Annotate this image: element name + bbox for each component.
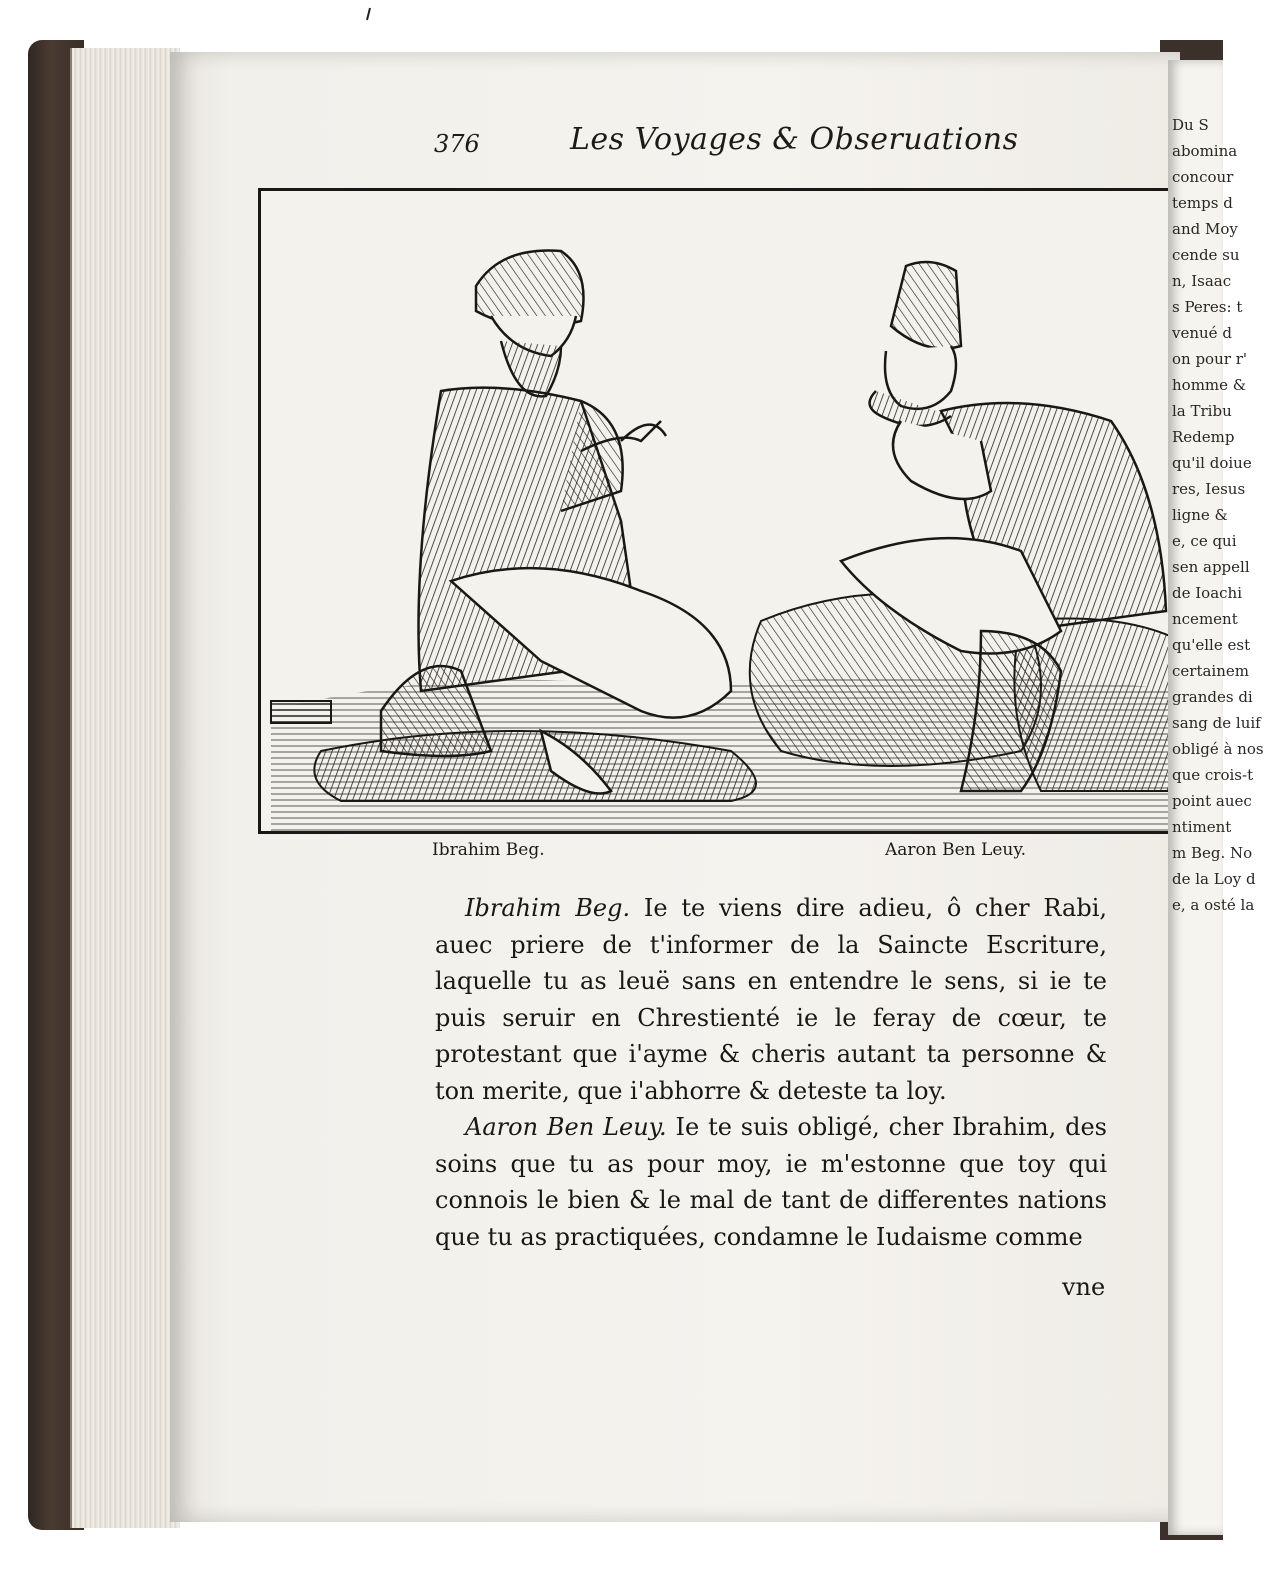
facing-line: n, Isaac: [1172, 272, 1232, 290]
running-header: [262, 122, 1022, 162]
woodcut-illustration: [258, 188, 1204, 834]
paragraph-aaron-text: Ie te suis obligé, cher Ibrahim, des soins que tu as pour moy, ie m'estonne que toy qui connois le bien & le mal de tant de differentes nations que tu as practiquées, condamne le Iudaisme comme: [435, 1113, 1107, 1251]
facing-line: qu'il doiue: [1172, 454, 1252, 472]
facing-line: venué d: [1172, 324, 1232, 342]
facing-line: e, a osté la: [1172, 896, 1255, 914]
facing-line: ntiment: [1172, 818, 1232, 836]
facing-line: res, Iesus: [1172, 480, 1246, 498]
facing-line: obligé à nos: [1172, 740, 1264, 758]
facing-line: sang de luif: [1172, 714, 1261, 732]
facing-line: certainem: [1172, 662, 1249, 680]
facing-line: homme &: [1172, 376, 1247, 394]
facing-line: de Ioachi: [1172, 584, 1243, 602]
paragraph-aaron: [435, 1109, 1107, 1255]
paragraph-ibrahim: [435, 890, 1107, 1109]
facing-page-text: [1168, 60, 1264, 918]
facing-line: m Beg. No: [1172, 844, 1253, 862]
facing-line: de la Loy d: [1172, 870, 1256, 888]
facing-line: and Moy: [1172, 220, 1238, 238]
woodcut-drawing: [261, 191, 1201, 831]
facing-line: e, ce qui: [1172, 532, 1237, 550]
running-title: Les Voyages & Obseruations: [570, 122, 1019, 157]
facing-line: ligne &: [1172, 506, 1228, 524]
facing-line: cende su: [1172, 246, 1240, 264]
facing-line: s Peres: t: [1172, 298, 1243, 316]
facing-line: Du S: [1172, 116, 1209, 134]
speaker-ibrahim: Ibrahim Beg.: [465, 894, 631, 922]
facing-line: on pour r': [1172, 350, 1247, 368]
caption-ibrahim: Ibrahim Beg.: [432, 840, 545, 860]
dialogue-text: [435, 890, 1107, 1255]
ink-mark: [366, 8, 372, 20]
facing-line: que crois-t: [1172, 766, 1254, 784]
speaker-aaron: Aaron Ben Leuy.: [465, 1113, 667, 1141]
facing-line: sen appell: [1172, 558, 1250, 576]
facing-line: la Tribu: [1172, 402, 1232, 420]
caption-aaron: Aaron Ben Leuy.: [885, 840, 1027, 860]
facing-page-edge: [1168, 60, 1264, 1535]
facing-line: point auec: [1172, 792, 1252, 810]
page-edges: [70, 48, 180, 1528]
catchword: vne: [1062, 1273, 1106, 1301]
facing-line: temps d: [1172, 194, 1233, 212]
facing-line: concour: [1172, 168, 1234, 186]
facing-line: Redemp: [1172, 428, 1235, 446]
facing-line: abomina: [1172, 142, 1238, 160]
facing-line: grandes di: [1172, 688, 1253, 706]
page-number: 376: [434, 130, 480, 158]
facing-line: qu'elle est: [1172, 636, 1251, 654]
facing-line: ncement: [1172, 610, 1238, 628]
paragraph-ibrahim-text: Ie te viens dire adieu, ô cher Rabi, auec priere de t'informer de la Saincte Escriture, laquelle tu as leuë sans en entendre le sens, si ie te puis seruir en Chrestienté ie le feray de cœur, te protestant que i'ayme & cheris autant ta personne & ton merite, que i'abhorre & deteste ta loy.: [435, 894, 1107, 1105]
